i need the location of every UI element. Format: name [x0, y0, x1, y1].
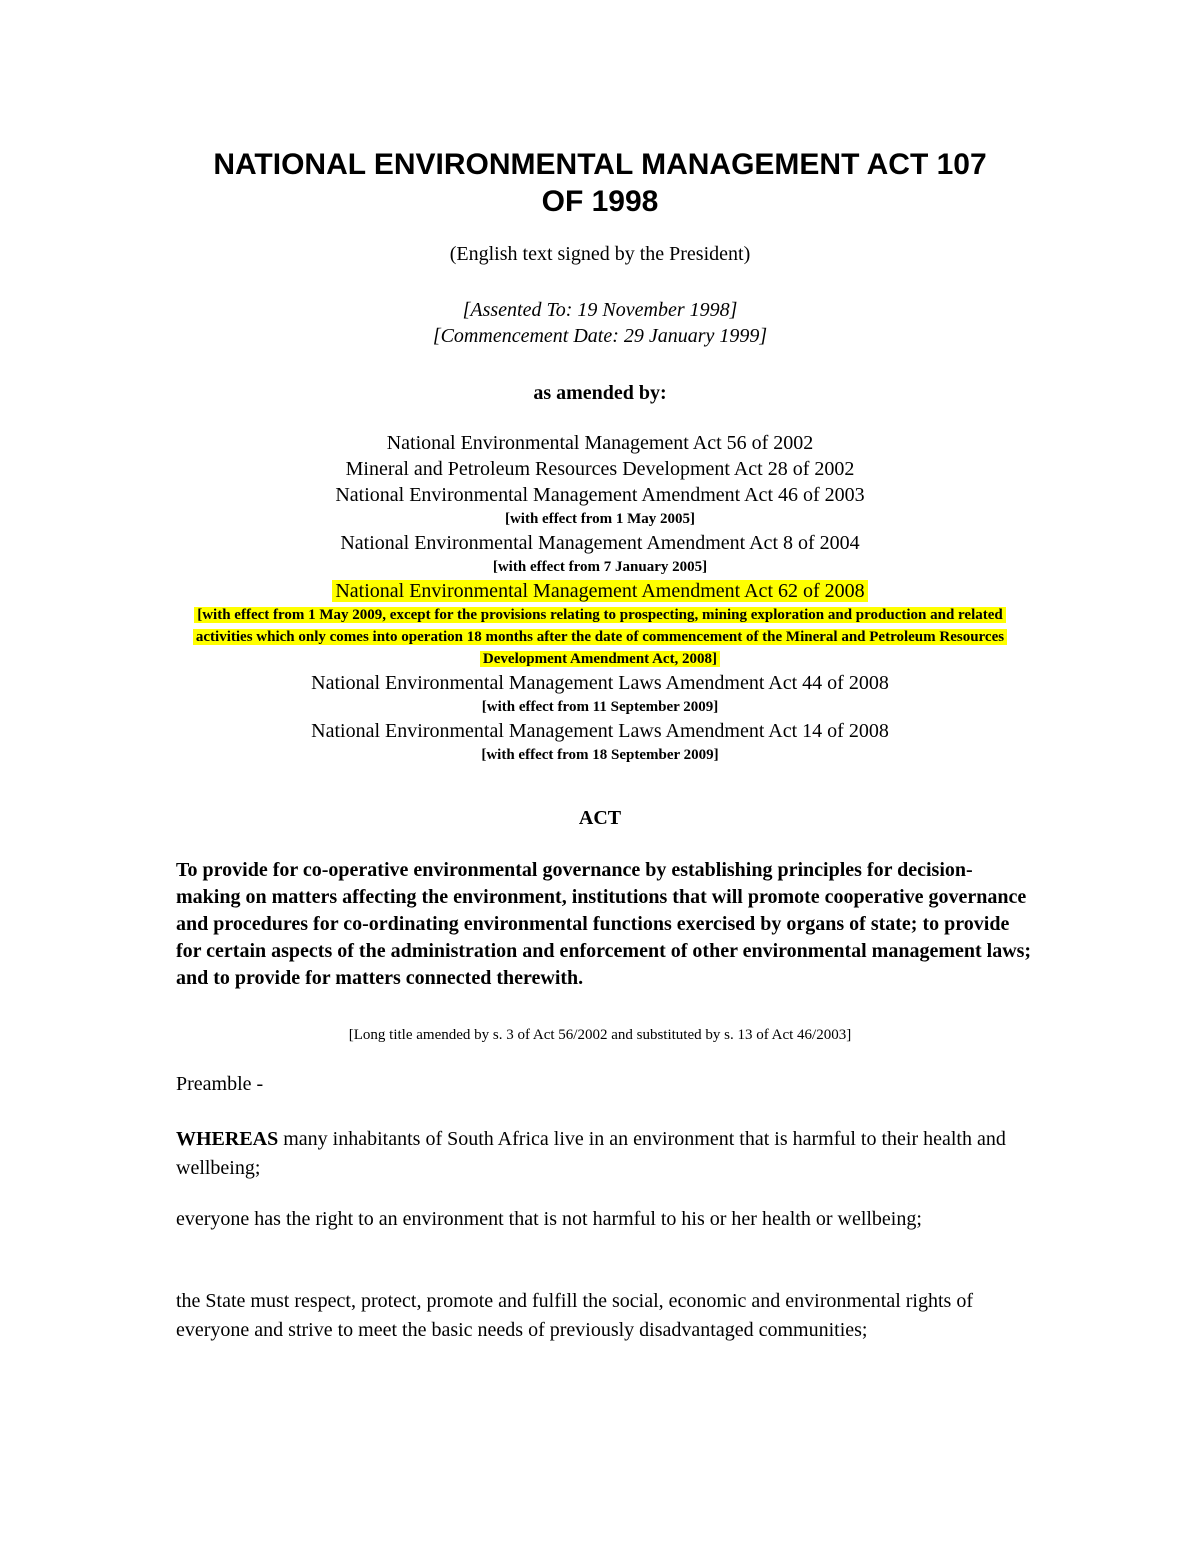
amendment-effective-note: [with effect from 18 September 2009]: [481, 747, 719, 763]
amendment-effective-note: [with effect from 7 January 2005]: [492, 559, 708, 575]
whereas-keyword: WHEREAS: [176, 1128, 279, 1150]
document-title: [150, 146, 1050, 220]
amendment-title: National Environmental Management Act 56 of 2002: [386, 432, 814, 454]
assented-date: [Assented To: 19 November 1998]: [462, 299, 738, 321]
title-line-1: NATIONAL ENVIRONMENTAL MANAGEMENT ACT 107: [213, 148, 987, 181]
act-heading: ACT: [578, 807, 622, 829]
amendment-title: National Environmental Management Amendment Act 8 of 2004: [340, 532, 860, 554]
amendment-title: National Environmental Management Laws Amendment Act 14 of 2008: [311, 720, 889, 742]
highlighted-amendment: [150, 578, 1050, 670]
amended-by-heading: as amended by:: [533, 382, 667, 404]
document-subtitle: (English text signed by the President): [449, 243, 751, 265]
highlighted-amendment-title: National Environmental Management Amendment Act 62 of 2008: [332, 580, 867, 602]
preamble-paragraph-text: many inhabitants of South Africa live in an environment that is harmful to their health and wellbeing;: [176, 1128, 1006, 1179]
commencement-date: [Commencement Date: 29 January 1999]: [432, 325, 768, 347]
long-title: To provide for co-operative environmental governance by establishing principles for decision-making on matters affecting the environment, institutions that will promote cooperative governance and procedures for co-ordinating environmental functions exercised by organs of state; to provide for certain aspects of the administration and enforcement of other environmental management laws; and to provide for matters connected therewith.: [176, 859, 1032, 989]
preamble-paragraph: [176, 1125, 1026, 1183]
title-line-2: OF 1998: [541, 185, 659, 218]
amendments-list: [150, 430, 1050, 766]
amendment-title: Mineral and Petroleum Resources Development Act 28 of 2002: [345, 458, 855, 480]
amendment-effective-note: [with effect from 1 May 2005]: [504, 511, 696, 527]
preamble-label: Preamble -: [176, 1073, 264, 1095]
preamble-paragraph: everyone has the right to an environment that is not harmful to his or her health or wellbeing;: [176, 1208, 922, 1230]
preamble-paragraph: the State must respect, protect, promote and fulfill the social, economic and environmental rights of everyone and strive to meet the basic needs of previously disadvantaged communities;: [176, 1290, 973, 1341]
long-title-amendment-note: [Long title amended by s. 3 of Act 56/2002 and substituted by s. 13 of Act 46/2003]: [348, 1027, 852, 1043]
amendment-title: National Environmental Management Amendment Act 46 of 2003: [335, 484, 865, 506]
amendment-title: National Environmental Management Laws Amendment Act 44 of 2008: [311, 672, 889, 694]
amendment-effective-note: [with effect from 11 September 2009]: [481, 699, 719, 715]
date-block: [150, 297, 1050, 349]
highlighted-amendment-note: [with effect from 1 May 2009, except for the provisions relating to prospecting, mining exploration and production and related activities which only comes into operation 18 months after the date of commencement of the Mineral and Petroleum Resources Development Amendment Act, 2008]: [193, 607, 1007, 667]
